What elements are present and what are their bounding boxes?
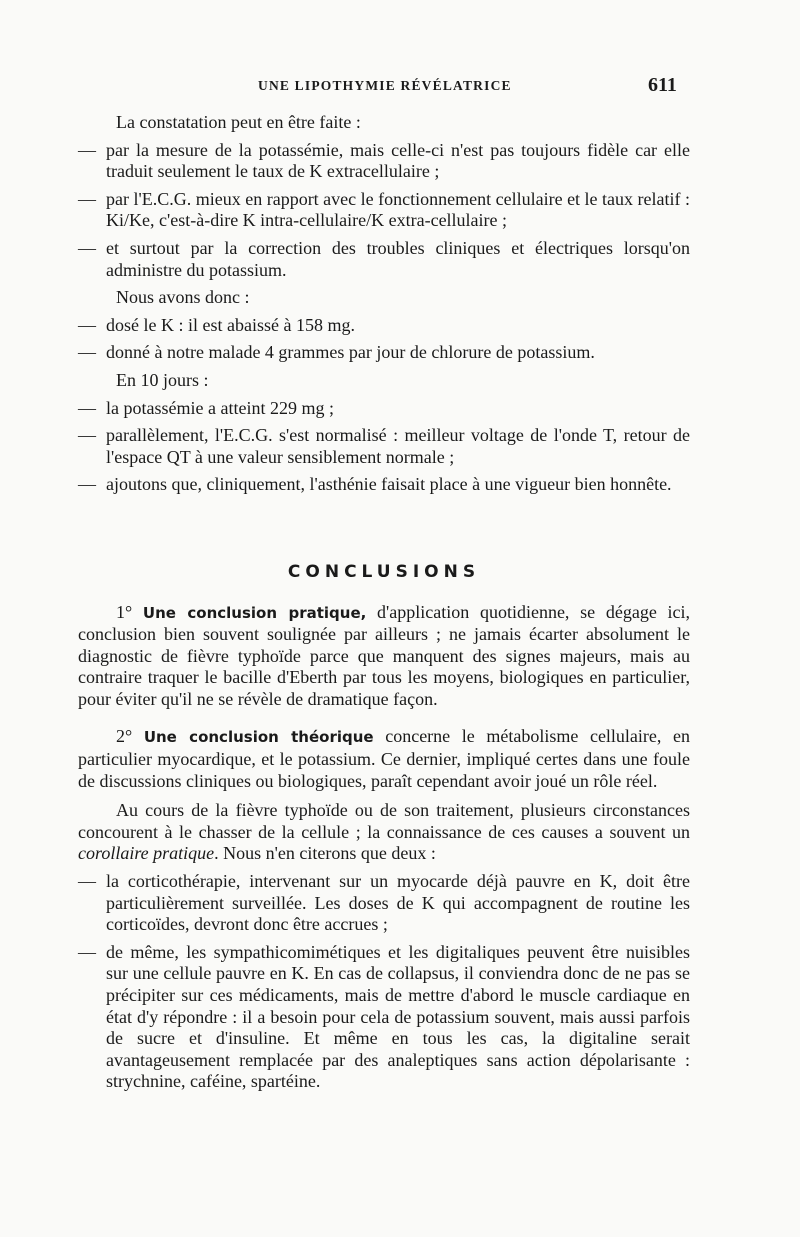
list-item: — par l'E.C.G. mieux en rapport avec le fonctionnement cellulaire et le taux relatif : Ki/Ke, c'est-à-dire K intra-cellulaire/K extra-cellulaire ; [78, 189, 690, 232]
list-item: — la corticothérapie, intervenant sur un myocarde déjà pauvre en K, doit être particulièrement surveillée. Les doses de K qui accompagnent de routine les corticoïdes, devront donc être accrues ; [78, 871, 690, 936]
intro-line: La constatation peut en être faite : [116, 112, 361, 132]
conclusion-text: d'application quotidienne, se dégage ici, conclusion bien souvent soulignée par ailleurs ; ne jamais écarter absolument le diagnostic de fièvre typhoïde parce que manquent des signes majeurs, mais au contraire traquer le bacille d'Eberth par tous les moyens, biologiques en particulier, pour éviter qu'il ne se révèle de dramatique façon. [78, 601, 691, 709]
list-item: — de même, les sympathicomimétiques et les digitaliques peuvent être nuisibles sur une cellule pauvre en K. En cas de collapsus, il conviendra donc de ne pas se précipiter sur ces médicaments, mais de mettre d'abord le muscle cardiaque en état d'y répondre : il a besoin pour cela de potassium souvent, mais aussi parfois de sucre et d'insuline. Et même en tous les cas, la digitaline serait avantageusement remplacée par des analeptiques sans action dépolarisante : strychnine, caféine, spartéine. [78, 942, 690, 1093]
section-heading-conclusions: CONCLUSIONS [287, 561, 481, 582]
paragraph-text: . Nous n'en citerons que deux : [214, 843, 436, 864]
list-item: — dosé le K : il est abaissé à 158 mg. [78, 315, 690, 337]
conclusion-number: 2° [116, 726, 133, 747]
list-item: — et surtout par la correction des troubles cliniques et électriques lorsqu'on administre du potassium. [78, 238, 690, 281]
list-item: — parallèlement, l'E.C.G. s'est normalisé : meilleur voltage de l'onde T, retour de l'espace QT à une valeur sensiblement normale ; [78, 425, 690, 468]
list-item: — donné à notre malade 4 grammes par jour de chlorure de potassium. [78, 342, 690, 364]
page-body [78, 112, 690, 1093]
page-number: 611 [648, 74, 677, 96]
conclusion-2 [78, 726, 690, 792]
paragraph-text: Au cours de la fièvre typhoïde ou de son traitement, plusieurs circonstances concourent à le chasser de la cellule ; la connaissance de ces causes a souvent un [78, 800, 690, 842]
list-item: — ajoutons que, cliniquement, l'asthénie faisait place à une vigueur bien honnête. [78, 474, 690, 496]
en-10-jours-line: En 10 jours : [116, 369, 209, 390]
list-item: — par la mesure de la potassémie, mais celle-ci n'est pas toujours fidèle car elle traduit seulement le taux de K extracellulaire ; [78, 140, 690, 183]
fievre-paragraph [78, 800, 690, 865]
conclusion-label: Une conclusion pratique, [142, 603, 367, 622]
conclusion-1 [78, 602, 690, 711]
conclusion-number: 1° [116, 601, 133, 622]
nous-avons-line: Nous avons donc : [116, 287, 250, 308]
conclusion-text: concerne le métabolisme cellulaire, en particulier myocardique, et le potassium. Ce dernier, impliqué certes dans une foule de discussions cliniques ou biologiques, paraît cependant avoir joué un rôle réel. [78, 726, 691, 791]
running-title: UNE LIPOTHYMIE RÉVÉLATRICE [258, 78, 512, 93]
page-header [0, 74, 800, 102]
conclusion-label: Une conclusion théorique [143, 728, 374, 747]
italic-phrase: corollaire pratique [78, 843, 215, 864]
list-item: — la potassémie a atteint 229 mg ; [78, 398, 690, 420]
